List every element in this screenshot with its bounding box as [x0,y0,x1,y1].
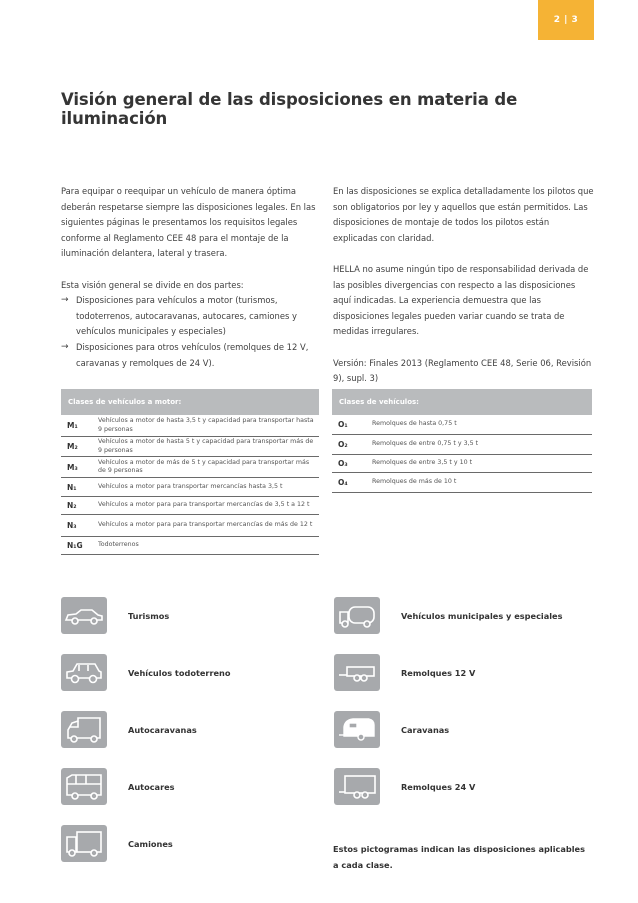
vehicle-classes-table [332,389,592,493]
class-description: Vehículos a motor para para transportar mercancías de 3,5 t a 12 t [98,501,310,509]
class-code: N₁G [67,541,83,550]
pictogram-remolques-12v [334,654,475,691]
table-row [61,537,319,555]
version-paragraph: Versión: Finales 2013 (Reglamento CEE 48, Serie 06, Revisión 9), supl. 3) [333,357,592,384]
class-code: O₁ [338,420,348,429]
class-code: N₃ [67,521,77,530]
pictogram-label: Remolques 24 V [401,781,476,792]
pictogram-label: Turismos [128,610,170,621]
class-description: Todoterrenos [98,541,139,549]
pictogram-label: Autocares [128,781,175,792]
disclaimer-paragraph: HELLA no asume ningún tipo de responsabilidad derivada de las posibles divergencias con respecto a las disposiciones aquí indicadas. La experiencia demuestra que las disposiciones legales pueden variar cuando se trata de medidas irregulares. [333,263,589,337]
table-row [61,415,319,437]
pictogram-label: Remolques 12 V [401,667,476,678]
motorhome-icon [61,711,107,748]
pictogram-remolques-24v [334,768,475,805]
class-code: O₃ [338,459,348,468]
class-code: N₁ [67,482,77,492]
class-description: Remolques de entre 3,5 t y 10 t [372,459,473,467]
suv-icon [61,654,107,691]
arrow-right-icon: → [61,341,69,352]
intro-right-column [333,184,595,402]
class-code: N₂ [67,501,77,510]
class-description: Vehículos a motor para para transportar mercancías de más de 12 t [98,521,313,529]
table-row [61,478,319,497]
table-row [61,515,319,537]
table-row [332,455,592,473]
motor-vehicle-classes-table [61,389,319,555]
explanation-paragraph: En las disposiciones se explica detalladamente los pilotos que son obligatorios por ley y aquellos que están permitidos. Las disposiciones de montaje de todos los pilotos están explicadas con claridad. [333,186,594,243]
pictogram-note: Estos pictogramas indican las disposiciones aplicables a cada clase. [333,844,585,870]
caravan-icon [334,711,380,748]
pictogram-autocaravanas [61,711,197,748]
bullet-item [61,340,323,371]
class-code: M₃ [67,462,78,472]
table-row [61,497,319,515]
pictogram-camiones [61,825,173,862]
pictogram-label: Autocaravanas [128,724,197,735]
table-row [332,473,592,493]
pictogram-label: Vehículos todoterreno [128,667,231,678]
pictogram-autocares [61,768,175,805]
class-description: Vehículos a motor de más de 5 t y capacidad para transportar más de 9 personas [98,458,310,474]
table-row [61,437,319,457]
table-row [332,415,592,435]
table-header: Clases de vehículos: [332,389,592,415]
class-code: O₄ [338,478,348,487]
pictogram-label: Camiones [128,838,173,849]
pictogram-turismos [61,597,169,634]
bullet-text: Disposiciones para vehículos a motor (turismos, todoterrenos, autocaravanas, autocares, camiones y vehículos municipales y especiales) [76,295,297,337]
pictogram-caravanas [334,711,449,748]
class-description: Remolques de hasta 0,75 t [372,420,457,428]
pictogram-label: Caravanas [401,724,450,735]
class-description: Remolques de más de 10 t [372,478,457,486]
arrow-right-icon: → [61,295,69,306]
pictogram-municipales [334,597,562,634]
class-code: M₂ [67,442,78,451]
class-description: Remolques de entre 0,75 t y 3,5 t [372,440,479,448]
page-title: Visión general de las disposiciones en materia de iluminación [61,90,518,128]
bullet-text: Disposiciones para otros vehículos (remolques de 12 V, caravanas y remolques de 24 V). [76,341,309,368]
bullet-item [61,293,323,340]
page-number-badge: 2 | 3 [538,0,594,40]
car-icon [61,597,107,634]
trailer-24v-icon [334,768,380,805]
table-row [61,457,319,478]
intro-paragraph: Para equipar o reequipar un vehículo de manera óptima deberán respetarse siempre las disposiciones legales. En las siguientes páginas le presentamos los requisitos legales conforme al Reglamento CEE 48 para el montaje de la iluminación delantera, lateral y trasera. [61,186,316,259]
class-code: M₁ [67,421,78,430]
class-description: Vehículos a motor de hasta 5 t y capacidad para transportar más de 9 personas [98,438,314,454]
municipal-vehicle-icon [334,597,380,634]
table-header: Clases de vehículos a motor: [61,389,319,415]
pictogram-todoterreno [61,654,231,691]
class-description: Vehículos a motor de hasta 3,5 t y capacidad para transportar hasta 9 personas [98,417,314,433]
intro-parts-label: Esta visión general se divide en dos partes: [61,279,244,290]
trailer-12v-icon [334,654,380,691]
coach-icon [61,768,107,805]
pictogram-label: Vehículos municipales y especiales [401,610,563,621]
truck-icon [61,825,107,862]
intro-left-column [61,184,323,371]
class-description: Vehículos a motor para transportar mercancías hasta 3,5 t [98,482,283,490]
table-row [332,435,592,455]
class-code: O₂ [338,440,348,449]
